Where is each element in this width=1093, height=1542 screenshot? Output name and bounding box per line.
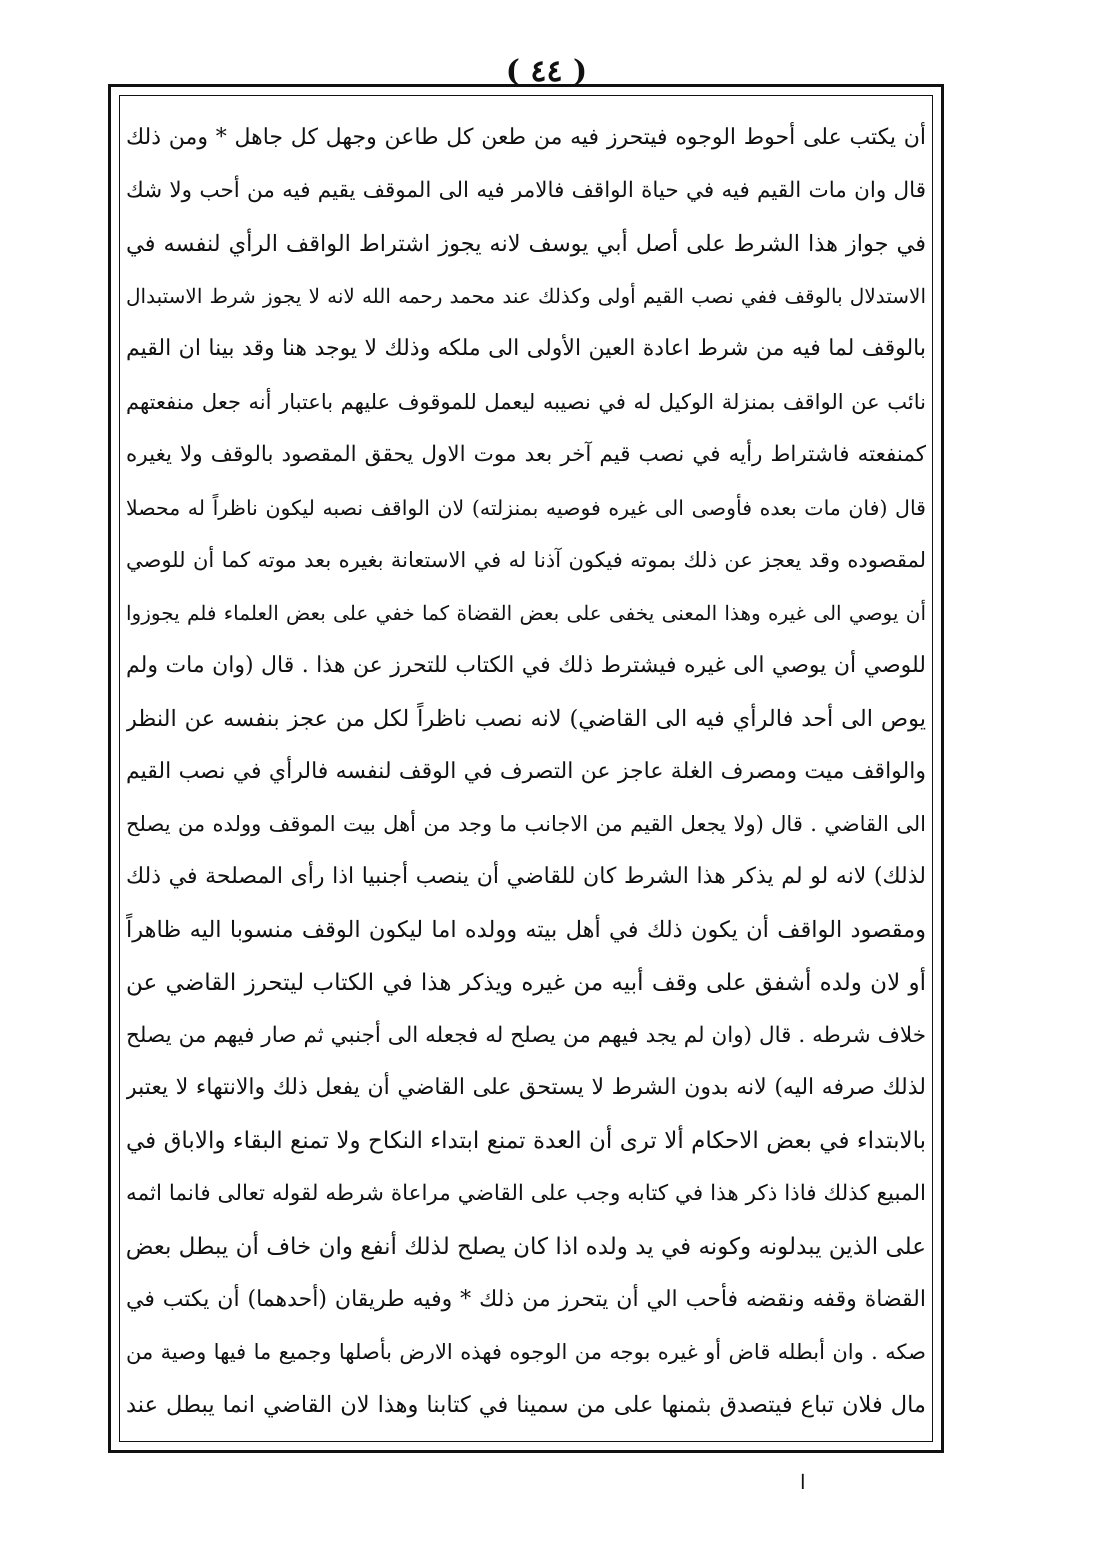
text-line: بالابتداء في بعض الاحكام ألا ترى أن العدة تمنع ابتداء النكاح ولا تمنع البقاء والاباق في	[126, 1128, 926, 1155]
text-line: كمنفعته فاشتراط رأيه في نصب قيم آخر بعد موت الاول يحقق المقصود بالوقف ولا يغيره	[126, 441, 926, 467]
text-line: مال فلان تباع فيتصدق بثمنها على من سمينا في كتابنا وهذا لان القاضي انما يبطل عند	[126, 1392, 926, 1419]
text-line: خلاف شرطه . قال (وان لم يجد فيهم من يصلح له فجعله الى أجنبي ثم صار فيهم من يصلح	[126, 1022, 926, 1048]
text-line: الاستدلال بالوقف ففي نصب القيم أولى وكذلك عند محمد رحمه الله لانه لا يجوز شرط الاستبدال	[126, 284, 926, 309]
text-line: الى القاضي . قال (ولا يجعل القيم من الاجانب ما وجد من أهل بيت الموقف وولده من يصلح	[126, 812, 926, 837]
body-text	[126, 112, 926, 1432]
text-line: قال (فان مات بعده فأوصى الى غيره فوصيه بمنزلته) لان الواقف نصبه ليكون ناظراً له محصلا	[126, 495, 926, 520]
text-line: للوصي أن يوصي الى غيره فيشترط ذلك في الكتاب للتحرز عن هذا . قال (وان مات ولم	[126, 652, 926, 678]
text-line: في جواز هذا الشرط على أصل أبي يوسف لانه يجوز اشتراط الواقف الرأي لنفسه في	[126, 230, 926, 257]
text-line: لمقصوده وقد يعجز عن ذلك بموته فيكون آذنا له في الاستعانة بغيره بعد موته كما أن للوصي	[126, 548, 926, 573]
page-number: ( ٤٤ )	[505, 54, 588, 89]
text-line: لذلك) لانه لو لم يذكر هذا الشرط كان للقاضي أن ينصب أجنبيا اذا رأى المصلحة في ذلك	[126, 864, 926, 890]
text-line: على الذين يبدلونه وكونه في يد ولده اذا كان يصلح لذلك أنفع وان خاف أن يبطل بعض	[126, 1233, 926, 1260]
text-line: المبيع كذلك فاذا ذكر هذا في كتابه وجب على القاضي مراعاة شرطه لقوله تعالى فانما اثمه	[126, 1180, 926, 1206]
text-line: صكه . وان أبطله قاض أو غيره بوجه من الوجوه فهذه الارض بأصلها وجميع ما فيها وصية من	[126, 1340, 926, 1365]
text-line: لذلك صرفه اليه) لانه بدون الشرط لا يستحق على القاضي أن يفعل ذلك والانتهاء لا يعتبر	[126, 1075, 926, 1101]
text-line: أن يكتب على أحوط الوجوه فيتحرز فيه من طعن كل طاعن وجهل كل جاهل * ومن ذلك	[126, 125, 926, 150]
text-line: أو لان ولده أشفق على وقف أبيه من غيره ويذكر هذا في الكتاب ليتحرز القاضي عن	[126, 969, 926, 996]
text-line: ومقصود الواقف أن يكون ذلك في أهل بيته وولده اما ليكون الوقف منسوبا اليه ظاهراً	[126, 916, 926, 943]
text-line: القضاة وقفه ونقضه فأحب الي أن يتحرز من ذلك * وفيه طريقان (أحدهما) أن يكتب في	[126, 1286, 926, 1312]
text-line: والواقف ميت ومصرف الغلة عاجز عن التصرف في الوقف لنفسه فالرأي في نصب القيم	[126, 758, 926, 784]
text-line: نائب عن الواقف بمنزلة الوكيل له في نصيبه ليعمل للموقوف عليهم باعتبار أنه جعل منفعتهم	[126, 389, 926, 414]
text-line: قال وان مات القيم فيه في حياة الواقف فالامر فيه الى الموقف يقيم فيه من أحب ولا شك	[126, 177, 926, 203]
text-line: يوص الى أحد فالرأي فيه الى القاضي) لانه نصب ناظراً لكل من عجز بنفسه عن النظر	[126, 705, 926, 732]
text-line: بالوقف لما فيه من شرط اعادة العين الأولى الى ملكه وذلك لا يوجد هنا وقد بينا ان القيم	[126, 336, 926, 362]
text-line: أن يوصي الى غيره وهذا المعنى يخفى على بعض القضاة كما خفي على بعض العلماء فلم يجوزوا	[126, 601, 926, 626]
footer-mark: ا	[800, 1470, 806, 1494]
